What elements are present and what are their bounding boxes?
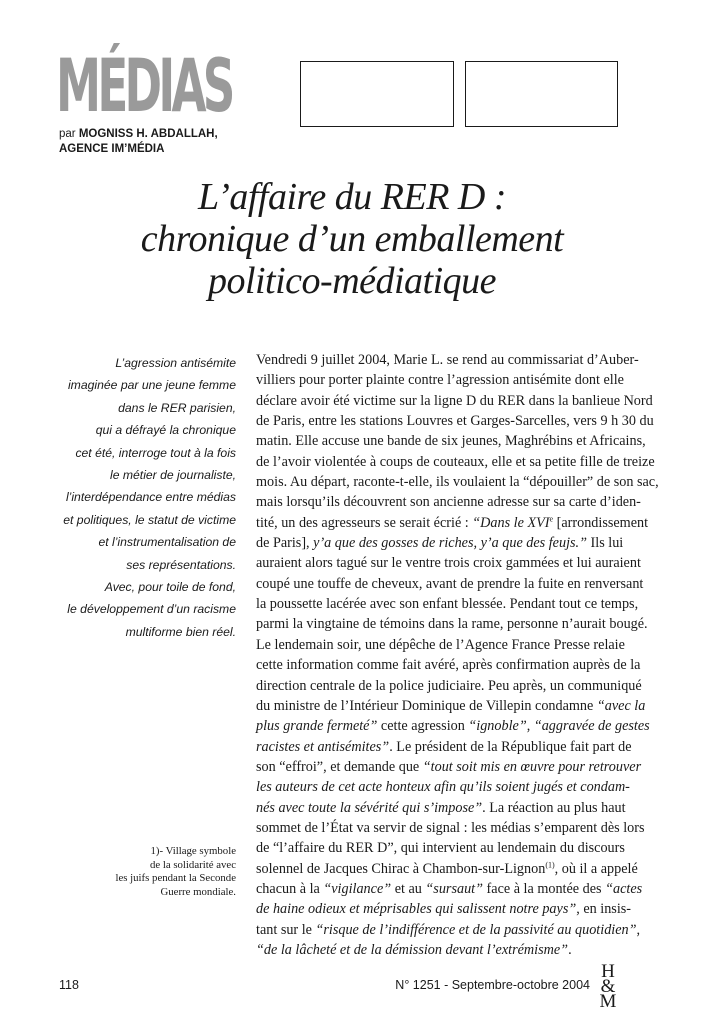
quote-run: plus grande fermeté” (256, 718, 378, 735)
logo-letter: H (601, 961, 615, 982)
body-line: direction centrale de la police judiciaire. Peu après, un communiqué (256, 677, 642, 694)
lead-line: dans le RER parisien, (118, 400, 236, 415)
article-title (0, 176, 704, 302)
text-run: et au (391, 880, 426, 897)
body-line (256, 879, 643, 899)
text-run: [arrondissement (553, 514, 649, 531)
lead-line: et l’instrumentalisation de (98, 535, 236, 550)
lead-line: L’agression antisémite (115, 356, 236, 370)
text-run: cette agression (377, 718, 469, 735)
text-run: , (636, 921, 641, 938)
title-line: L’affaire du RER D : (197, 176, 507, 218)
quote-run: nés avec toute la sévérité qui s’impose” (256, 799, 483, 816)
body-line: coupé une touffe de cheveux, avant de prendre la fuite en renversant (256, 575, 644, 592)
header-box-left (300, 61, 454, 127)
article-body (256, 350, 659, 960)
body-line: la poussette lacérée avec son enfant blessée. Pendant tout ce temps, (256, 596, 639, 613)
text-run: chacun à la (256, 880, 324, 897)
author-name: MOGNISS H. ABDALLAH, (78, 128, 218, 140)
text-run: de Paris], (256, 535, 314, 552)
section-title: MÉDIAS (56, 44, 232, 129)
quote-run: racistes et antisémites” (256, 738, 390, 755)
lead-line: multiforme bien réel. (125, 624, 236, 639)
quote-run: “risque de l’indifférence et de la passivité au quotidien” (315, 921, 637, 938)
quote-run: les auteurs de cet acte honteux afin qu’ils soient jugés et condam- (256, 779, 630, 796)
body-line (256, 859, 638, 879)
lead-line: et politiques, le statut de victime (63, 512, 236, 527)
lead-line: cet été, interroge tout à la fois (75, 445, 236, 460)
quote-run: “Dans le XVI (472, 514, 550, 531)
text-run: tant sur le (256, 921, 316, 938)
quote-run: “actes (605, 880, 643, 897)
text-run: , où il a appelé (554, 860, 638, 877)
text-run: . Le président de la République fait part de (389, 738, 632, 755)
body-line: mais lorsqu’ils découvrent son ancienne adresse sur sa carte d’iden- (256, 494, 641, 511)
text-run: du ministre de l’Intérieur Dominique de Villepin condamne (256, 697, 597, 714)
text-run: son “effroi”, et demande que (256, 758, 423, 775)
quote-run: “ignoble” (468, 718, 527, 735)
lead-line: Avec, pour toile de fond, (104, 580, 236, 595)
quote-run: “de la lâcheté et de la démission devant l’extrémisme” (256, 941, 569, 958)
footnote-line: de la solidarité avec (149, 858, 236, 871)
lead-line: le développement d’un racisme (67, 602, 236, 617)
body-line (256, 533, 624, 553)
lead-paragraph (58, 352, 236, 643)
footnote-line: 1)- Village symbole (150, 845, 236, 857)
body-line: de Paris, entre les stations Louvres et Garges-Sarcelles, vers 9 h 30 du (256, 413, 654, 430)
body-line: Vendredi 9 juillet 2004, Marie L. se rend au commissariat d’Auber- (256, 352, 639, 368)
quote-run: “tout soit mis en œuvre pour retrouver (422, 758, 642, 775)
body-line (256, 940, 618, 960)
body-line: cette information comme fait avéré, après confirmation auprès de la (256, 657, 641, 674)
body-line: déclare avoir été victime sur la ligne D du RER dans la banlieue Nord (256, 392, 653, 409)
footnote (90, 845, 236, 899)
quote-run: “avec la (596, 697, 646, 714)
text-run: . La réaction au plus haut (482, 799, 626, 816)
logo-letter: & (600, 976, 616, 997)
text-run: face à la montée des (483, 880, 606, 897)
lead-line: imaginée par une jeune femme (67, 378, 236, 393)
quote-run: y’a que des gosses de riches, y’a que des feujs.” (313, 535, 587, 552)
byline-prefix: par (59, 128, 76, 140)
body-line: parmi la vingtaine de témoins dans la rame, personne n’aurait bougé. (256, 616, 648, 633)
body-line: de “l’affaire du RER D”, qui intervient au lendemain du discours (256, 840, 625, 857)
author-agency: AGENCE IM’MÉDIA (59, 143, 165, 155)
issue-info: N° 1251 - Septembre-octobre 2004 (395, 978, 590, 992)
footnote-ref: (1) (545, 859, 555, 869)
body-line (256, 920, 641, 940)
body-line (256, 798, 626, 818)
quote-run: “sursaut” (425, 880, 483, 897)
text-run: . (568, 941, 572, 958)
body-line (256, 696, 646, 716)
lead-line: le métier de journaliste, (110, 468, 236, 483)
quote-run: de haine odieux et méprisables qui salissent notre pays” (256, 901, 577, 918)
text-run: tité, un des agresseurs se serait écrié : (256, 514, 473, 531)
lead-line: ses représentations. (126, 557, 236, 572)
body-line (256, 757, 642, 777)
body-line (256, 899, 632, 919)
superscript: e (549, 514, 554, 524)
body-line (256, 777, 630, 797)
body-line: Le lendemain soir, une dépêche de l’Agence France Presse relaie (256, 636, 625, 653)
lead-line: qui a défrayé la chronique (95, 423, 236, 438)
quote-run: “aggravée de gestes (533, 718, 650, 735)
body-line: mois. Au départ, raconte-t-elle, ils voulaient la “dépouiller” de son sac, (256, 474, 659, 491)
journal-logo (598, 961, 618, 1012)
body-line: matin. Elle accuse une bande de six jeunes, Maghrébins et Africains, (256, 433, 646, 450)
body-line: sommet de l’État va servir de signal : les médias s’emparent dès lors (256, 819, 645, 836)
text-run: solennel de Jacques Chirac à Chambon-sur-Lignon (256, 860, 546, 877)
lead-line: l’interdépendance entre médias (65, 490, 236, 505)
footnote-line: Guerre mondiale. (160, 885, 236, 898)
text-run: , en insis- (576, 901, 632, 918)
body-line: auraient alors tagué sur le ventre trois croix gammées et lui auraient (256, 555, 641, 572)
text-run: , (526, 718, 534, 735)
title-line: politico-médiatique (207, 260, 497, 302)
logo-letter: M (599, 991, 617, 1012)
quote-run: “vigilance” (323, 880, 392, 897)
body-line (256, 737, 632, 757)
body-line: villiers pour porter plainte contre l’agression antisémite dont elle (256, 372, 624, 389)
byline (59, 127, 218, 157)
text-run: Ils lui (586, 535, 624, 552)
footnote-line: les juifs pendant la Seconde (115, 872, 236, 884)
body-line (256, 716, 650, 736)
title-line: chronique d’un emballement (140, 218, 564, 260)
header-box-right (465, 61, 618, 127)
body-line: de l’avoir violentée à coups de couteaux, elle et sa petite fille de treize (256, 453, 655, 470)
page-number: 118 (59, 978, 79, 992)
body-line (256, 513, 649, 533)
